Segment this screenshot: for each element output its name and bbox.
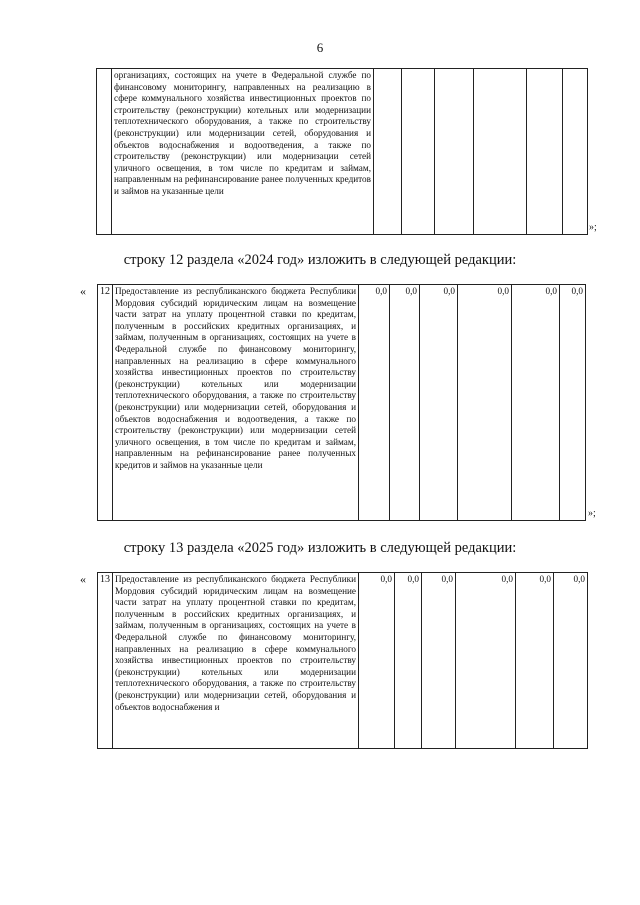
value-cell: 0,0 <box>554 573 588 749</box>
table-2025 <box>97 572 588 749</box>
opening-quote: « <box>80 572 86 586</box>
heading-2024: строку 12 раздела «2024 год» изложить в следующей редакции: <box>123 252 517 268</box>
value-cell: 0,0 <box>516 573 554 749</box>
value-cell: 0,0 <box>359 285 390 521</box>
value-cell <box>527 69 563 235</box>
opening-quote: « <box>80 284 86 298</box>
closing-quote: »; <box>588 508 596 519</box>
value-cell: 0,0 <box>420 285 458 521</box>
row-number: 13 <box>98 573 113 749</box>
page-number: 6 <box>316 40 324 55</box>
value-cell <box>435 69 474 235</box>
value-cell: 0,0 <box>395 573 422 749</box>
row-description: Предоставление из республиканского бюджета Республики Мордовия субсидий юридическим лицам на возмещение части затрат на уплату процентной ставки по кредитам, полученным в российских кредитных организациях, и займам, полученным в организациях, состоящих на учете в Федеральной службе по финансовому мониторингу, направленных на реализацию в сфере коммунального хозяйства инвестиционных проектов по строительству (реконструкции) котельных или модернизации теплотехнического оборудования, а также по строительству (реконструкции) или модернизации сетей, оборудования и объектов водоснабжения и водоотведения, а также по строительству (реконструкции) или модернизации сетей уличного освещения, в том числе по кредитам и займам, направленным на рефинансирование ранее полученных кредитов и займов на указанные цели <box>113 285 359 521</box>
value-cell <box>402 69 435 235</box>
table-2024 <box>97 284 586 521</box>
value-cell: 0,0 <box>390 285 420 521</box>
value-cell: 0,0 <box>359 573 395 749</box>
row-description: организациях, состоящих на учете в Федеральной службе по финансовому мониторингу, направленных на реализацию в сфере коммунального хозяйства инвестиционных проектов по строительству (реконструкции) котельных или модернизации теплотехнического оборудования, а также по строительству (реконструкции) или модернизации сетей, оборудования и объектов водоснабжения и водоотведения, а также по строительству (реконструкции) или модернизации сетей уличного освещения, в том числе по кредитам и займам, направленным на рефинансирование ранее полученных кредитов и займов на указанные цели <box>112 69 374 235</box>
value-cell: 0,0 <box>456 573 516 749</box>
value-cell: 0,0 <box>512 285 560 521</box>
value-cell <box>563 69 588 235</box>
row-description: Предоставление из республиканского бюджета Республики Мордовия субсидий юридическим лицам на возмещение части затрат на уплату процентной ставки по кредитам, полученным в российских кредитных организациях, и займам, полученным в организациях, состоящих на учете в Федеральной службе по финансовому мониторингу, направленных на реализацию в сфере коммунального хозяйства инвестиционных проектов по строительству (реконструкции) котельных или модернизации теплотехнического оборудования, а также по строительству (реконструкции) или модернизации сетей, оборудования и объектов водоснабжения и <box>113 573 359 749</box>
row-number-cell <box>97 69 112 235</box>
value-cell <box>474 69 527 235</box>
table-continuation <box>96 68 588 235</box>
row-number: 12 <box>98 285 113 521</box>
value-cell: 0,0 <box>422 573 456 749</box>
value-cell <box>374 69 402 235</box>
closing-quote: »; <box>589 222 597 233</box>
value-cell: 0,0 <box>458 285 512 521</box>
value-cell: 0,0 <box>560 285 586 521</box>
heading-2025: строку 13 раздела «2025 год» изложить в следующей редакции: <box>123 540 517 556</box>
